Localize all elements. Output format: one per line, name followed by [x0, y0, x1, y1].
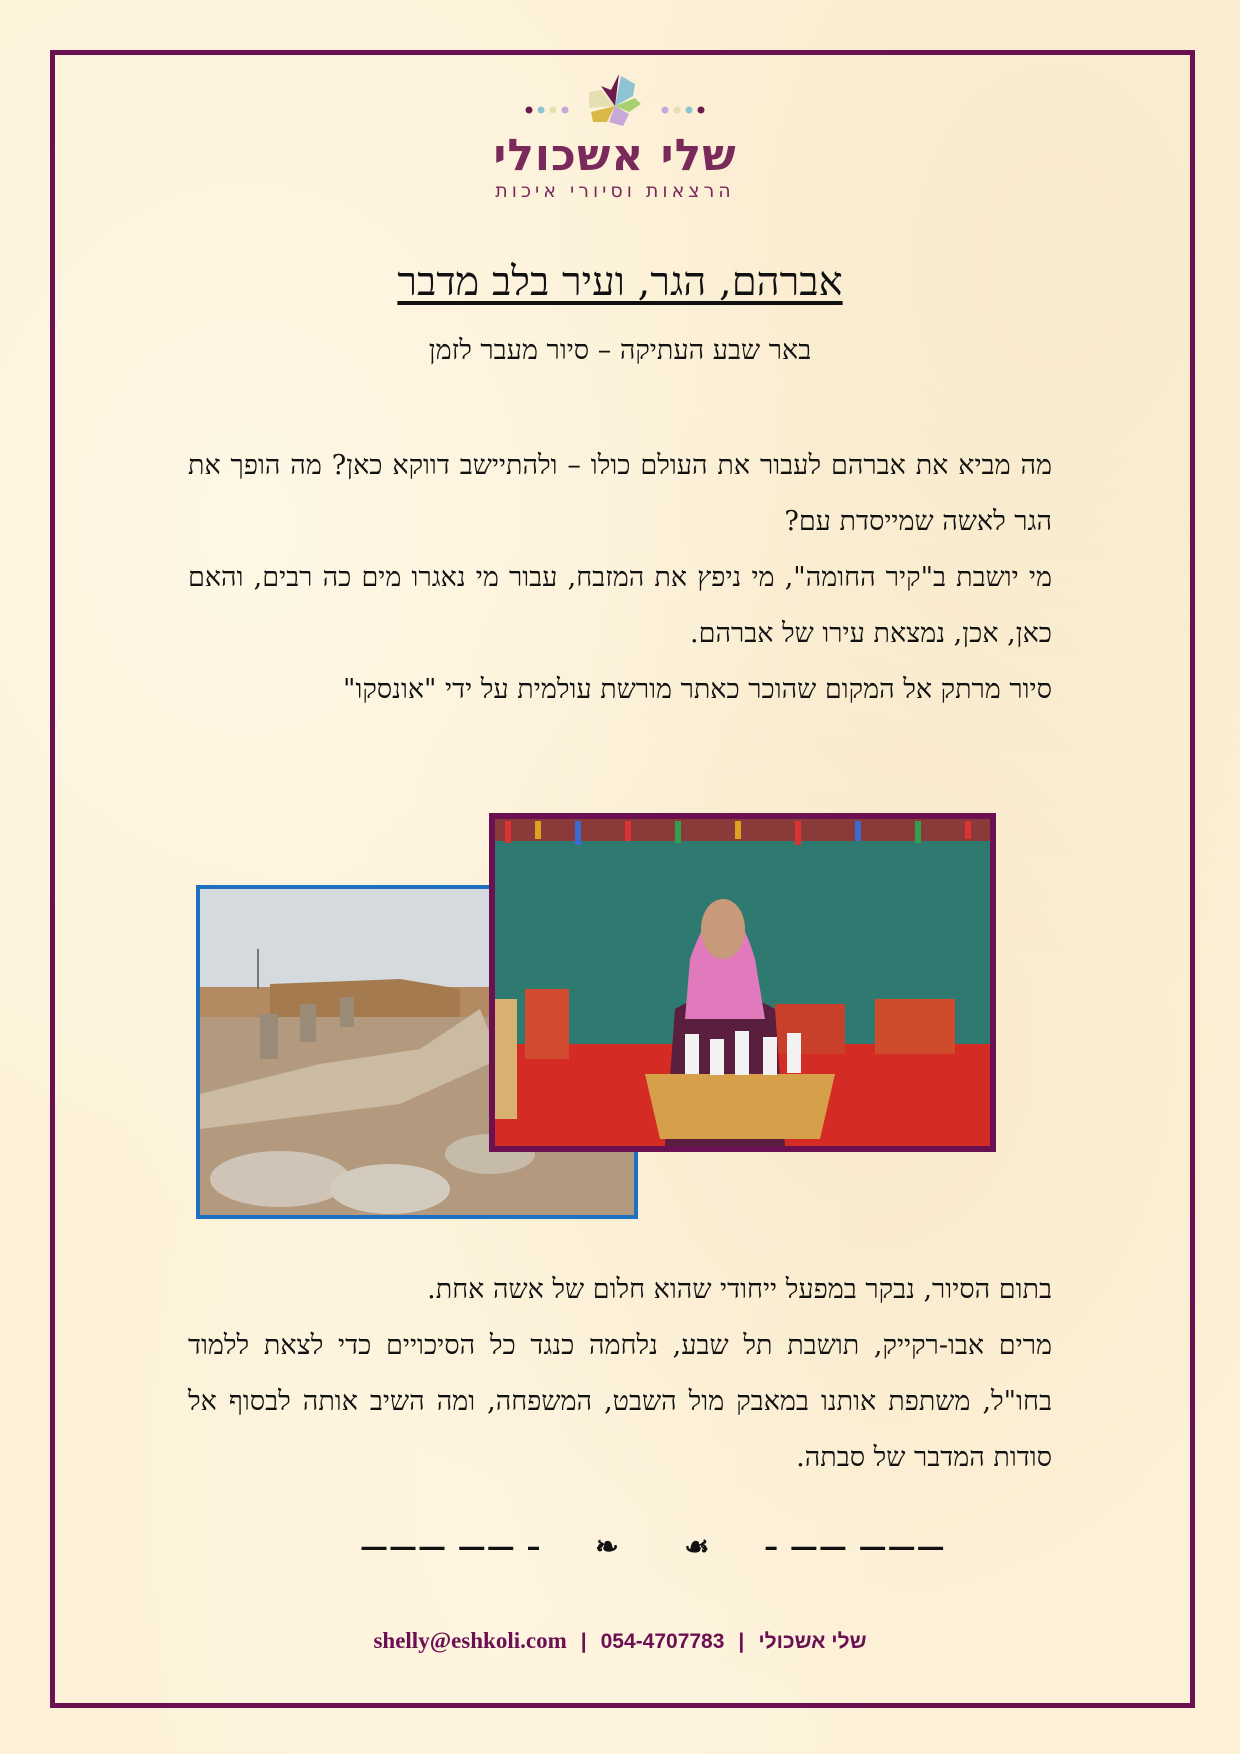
grape-leaf-icon [515, 72, 715, 128]
divider: | [738, 1630, 745, 1653]
intro-line: סיור מרתק אל המקום שהוכר כאתר מורשת עולמית על ידי "אונסקו" [343, 674, 1052, 705]
closing-line: מרים אבו-רקייק, תושבת תל שבע, נלחמה כנגד כל הסיכויים כדי לצאת ללמוד בחו"ל, משתפת אותנו במאבק מול השבט, המשפחה, ומה השיב אותה לבסוף אל סודות המדבר של סבתה. [188, 1330, 1052, 1473]
closing-text [188, 1262, 1052, 1486]
phone-number[interactable]: 054-4707783 [600, 1630, 725, 1653]
fleuron-right-icon: ☙ [684, 1530, 711, 1563]
footer-contact [200, 1628, 1040, 1654]
dash-left: ——— —— – [360, 1530, 542, 1563]
ornament-separator [360, 1530, 946, 1563]
contact-name: שלי אשכולי [758, 1630, 867, 1653]
portrait-image [495, 819, 990, 1146]
intro-line: מי יושבת ב"קיר החומה", מי ניפץ את המזבח, עבור מי נאגרו מים כה רבים, והאם כאן, אכן, נמצאת עירו של אברהם. [188, 562, 1052, 649]
closing-line: בתום הסיור, נבקר במפעל ייחודי שהוא חלום של אשה אחת. [427, 1274, 1052, 1305]
dash-right: – —— ——— [764, 1530, 946, 1563]
email-link[interactable]: shelly@eshkoli.com [373, 1628, 567, 1653]
intro-line: מה מביא את אברהם לעבור את העולם כולו – ולהתיישב דווקא כאן? מה הופך את הגר לאשה שמייסדת עם? [188, 450, 1052, 537]
portrait-photo [489, 813, 996, 1152]
fleuron-left-icon: ❧ [595, 1530, 620, 1563]
logo-name: שלי אשכולי [493, 130, 737, 181]
intro-text [188, 438, 1052, 718]
page-title: אברהם, הגר, ועיר בלב מדבר [397, 259, 843, 305]
page-subtitle: באר שבע העתיקה – סיור מעבר לזמן [428, 335, 812, 366]
logo-tagline: הרצאות וסיורי איכות [495, 180, 735, 202]
logo [480, 72, 750, 207]
divider: | [580, 1630, 587, 1653]
